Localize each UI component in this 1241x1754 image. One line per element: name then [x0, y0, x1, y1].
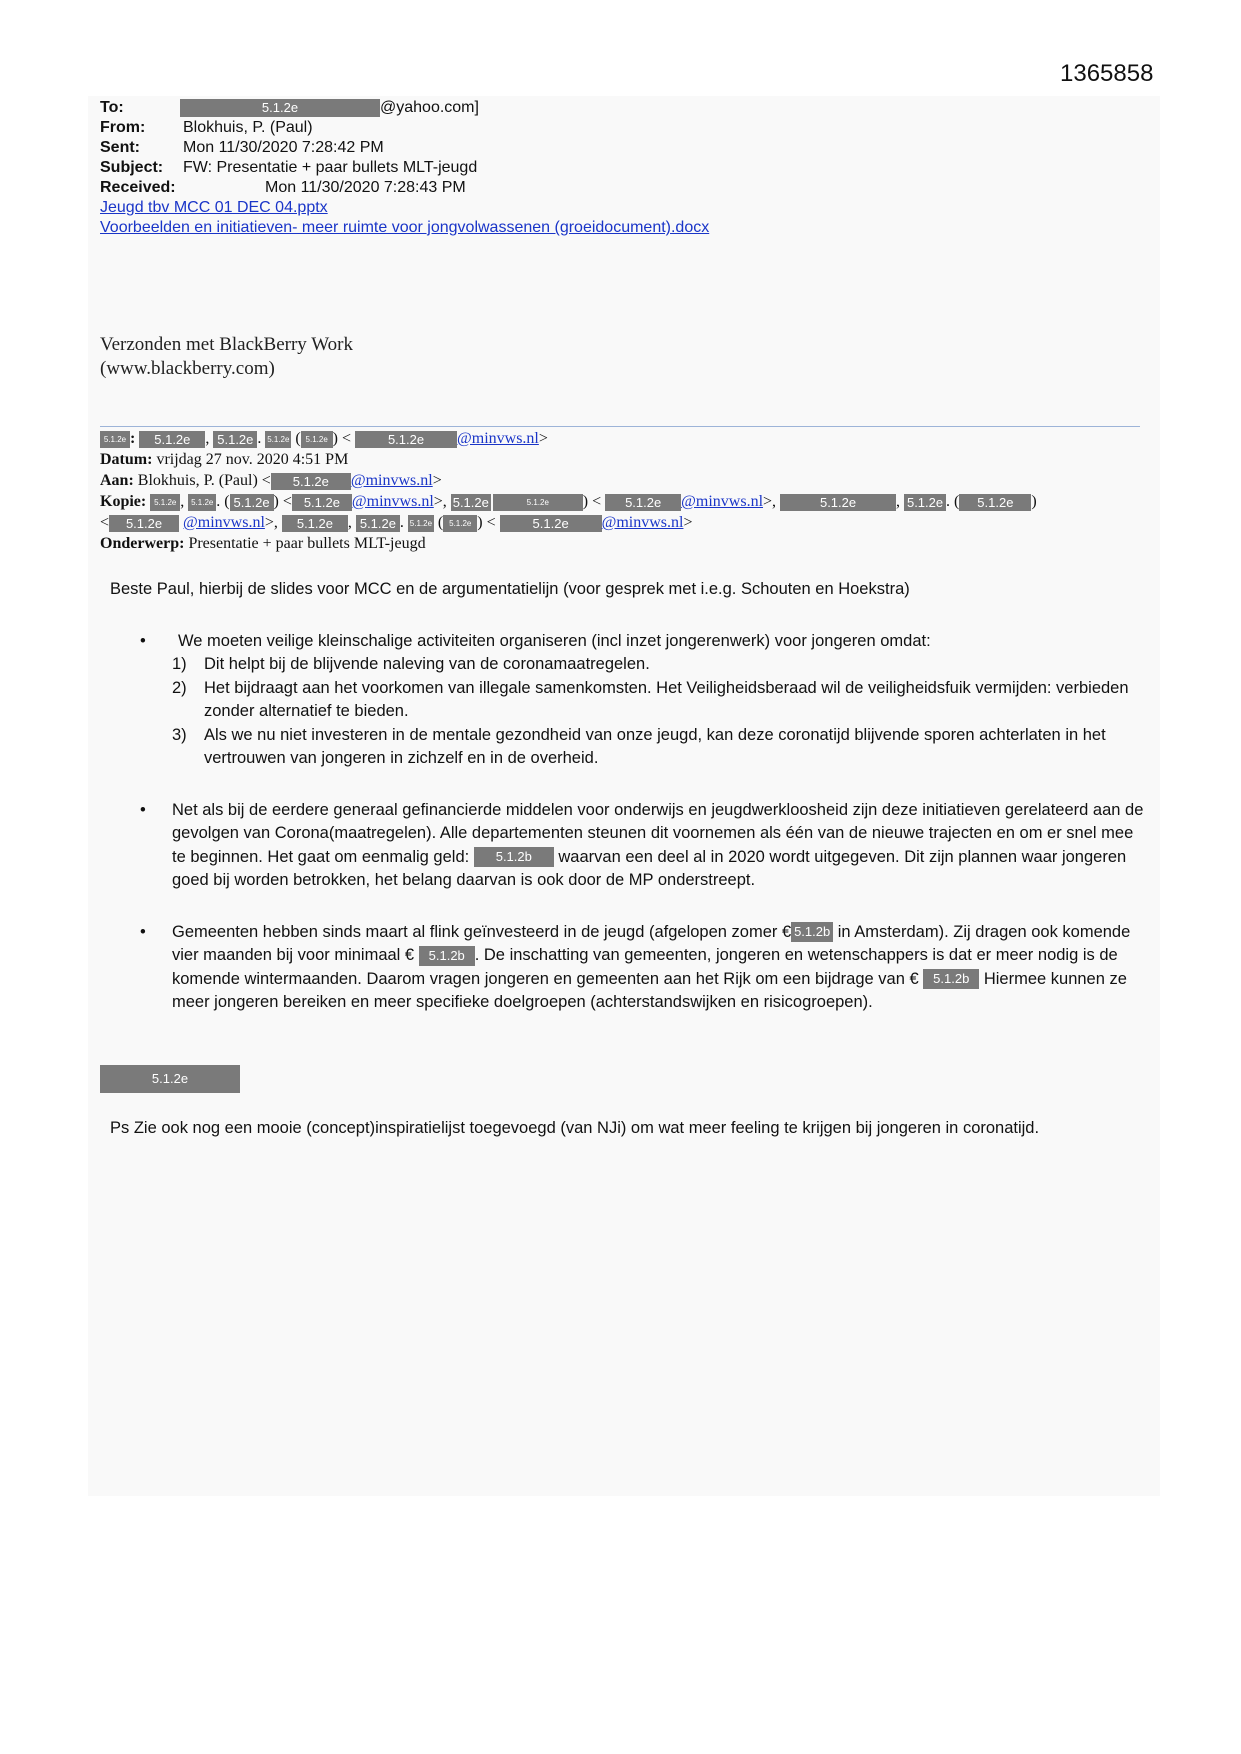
email-link[interactable]: @minvws.nl — [351, 493, 434, 510]
forward-date-row — [100, 449, 1037, 470]
sent-label: Sent: — [100, 139, 140, 156]
bullet-text-part: Gemeenten hebben sinds maart al flink geïnvesteerd in de jeugd (afgelopen zomer € — [172, 922, 792, 941]
postscript: Ps Zie ook nog een mooie (concept)inspiratielijst toegevoegd (van NJi) om wat meer feeling te krijgen bij jongeren in coronatijd. — [110, 1119, 1040, 1137]
bullet-text-part: Hiermee kunnen ze meer jongeren bereiken en meer specifieke doelgroepen (achterstandswijken en risicogroepen). — [172, 969, 1127, 1011]
header-subject-row — [100, 158, 709, 178]
redaction-box: 5.1.2e — [408, 515, 434, 532]
redaction-box: 5.1.2e — [230, 494, 274, 511]
onderwerp-value: Presentatie + paar bullets MLT-jeugd — [188, 535, 426, 552]
header-received-row — [100, 178, 709, 198]
subject-value: FW: Presentatie + paar bullets MLT-jeugd — [183, 159, 478, 176]
forward-from-row: 5.1.2e : 5.1.2e , 5.1.2e . 5.1.2e ( 5.1.2e ) < 5.1.2e @minvws.nl> — [100, 428, 1037, 449]
redaction-box: 5.1.2b — [419, 946, 475, 966]
redaction-box: 5.1.2e — [180, 99, 380, 117]
redaction-box: 5.1.2e — [605, 494, 681, 511]
bullet-text-part: Net als bij de eerdere generaal gefinancierde middelen voor onderwijs en jeugdwerkloosheid zijn deze initiatieven gerelateerd aan de gevolgen van Corona(maatregelen). Alle departementen steunen dit voornemen als één van de nieuwe trajecten en om er snel mee te beginnen. Het gaat om eenmalig geld: — [172, 800, 1144, 866]
email-link[interactable]: @minvws.nl — [601, 514, 684, 531]
sent-value: Mon 11/30/2020 7:28:42 PM — [183, 139, 384, 156]
bullet-item — [110, 799, 1150, 893]
bullet-text-part: in Amsterdam). Zij dragen ook komende vier maanden bij voor minimaal € — [172, 922, 1131, 964]
redaction-box: 5.1.2e — [188, 494, 216, 511]
email-link[interactable]: @minvws.nl — [681, 493, 764, 510]
forwarded-header — [100, 428, 1037, 554]
bullet-item — [110, 630, 1150, 771]
bullet-text — [172, 799, 1150, 893]
header-from-row — [100, 118, 709, 138]
bullet-text — [172, 921, 1150, 1015]
kopie-label: Kopie: — [100, 493, 147, 510]
redaction-box: 5.1.2e — [780, 494, 896, 511]
redaction-box: 5.1.2e — [443, 515, 477, 532]
received-label: Received: — [100, 179, 176, 196]
bullet-text-part: . De inschatting van gemeenten, jongeren en wetenschappers is dat er meer nodig is de komende wintermaanden. Daarom vragen jongeren en gemeenten aan het Rijk om een bijdrage van € — [172, 946, 1118, 988]
item-text: Het bijdraagt aan het voorkomen van illegale samenkomsten. Het Veiligheidsberaad wil de veiligheidsfuik vermijden: verbieden zonder alternatief te bieden. — [204, 678, 1129, 720]
bullet-icon: • — [140, 922, 146, 941]
redaction-box: 5.1.2e — [100, 431, 130, 448]
redaction-box: 5.1.2e — [500, 515, 602, 532]
email-link[interactable]: @minvws.nl — [457, 430, 539, 447]
redaction-box: 5.1.2e — [139, 431, 205, 448]
item-number: 3) — [172, 725, 187, 744]
email-header — [100, 98, 709, 238]
document-number: 1365858 — [1060, 60, 1154, 87]
bullet-item — [110, 921, 1150, 1015]
aan-value: Blokhuis, P. (Paul) < — [137, 472, 271, 489]
redaction-box: 5.1.2e — [493, 494, 583, 511]
greeting: Beste Paul, hierbij de slides voor MCC en de argumentatielijn (voor gesprek met i.e.g. Schouten en Hoekstra) — [110, 580, 910, 598]
numbered-item — [172, 653, 1150, 677]
header-sent-row — [100, 138, 709, 158]
redaction-box: 5.1.2e — [109, 515, 179, 532]
redaction-box: 5.1.2e — [301, 431, 333, 448]
redaction-box: 5.1.2e — [282, 515, 348, 532]
forward-to-row: Aan: Blokhuis, P. (Paul) < 5.1.2e @minvws.nl> — [100, 472, 442, 489]
redaction-box: 5.1.2e — [355, 431, 457, 448]
numbered-item — [172, 724, 1150, 771]
redaction-box: 5.1.2e — [150, 494, 180, 511]
item-text: Dit helpt bij de blijvende naleving van de coronamaatregelen. — [204, 655, 650, 673]
to-email-suffix: @yahoo.com] — [380, 99, 479, 116]
redaction-box: 5.1.2e — [265, 431, 291, 448]
datum-value: vrijdag 27 nov. 2020 4:51 PM — [156, 451, 349, 468]
bullet-text: We moeten veilige kleinschalige activiteiten organiseren (incl inzet jongerenwerk) voor jongeren omdat: — [178, 631, 931, 650]
numbered-item — [172, 677, 1150, 724]
item-text: Als we nu niet investeren in de mentale gezondheid van onze jeugd, kan deze coronatijd blijvende sporen achterlaten in het vertrouwen van jongeren in zichzelf en in de overheid. — [204, 725, 1106, 767]
header-to-row — [100, 98, 709, 118]
datum-label: Datum: — [100, 451, 153, 468]
attachment-link[interactable]: Jeugd tbv MCC 01 DEC 04.pptx — [100, 199, 328, 216]
subject-label: Subject: — [100, 159, 164, 176]
from-label: From: — [100, 119, 146, 136]
redaction-box: 5.1.2b — [923, 969, 979, 989]
bullet-icon: • — [140, 631, 146, 650]
redaction-box: 5.1.2b — [474, 847, 554, 867]
email-link[interactable]: @minvws.nl — [183, 514, 265, 531]
onderwerp-label: Onderwerp: — [100, 535, 185, 552]
redaction-box: 5.1.2e — [356, 515, 400, 532]
item-number: 2) — [172, 678, 187, 697]
message-body — [110, 578, 1150, 1015]
redaction-box: 5.1.2e — [452, 494, 489, 510]
divider — [100, 426, 1140, 427]
redaction-box: 5.1.2b — [791, 922, 833, 942]
redaction-box: 5.1.2e — [904, 494, 946, 511]
redaction-box: 5.1.2e — [213, 431, 257, 448]
redaction-box: 5.1.2e — [292, 494, 352, 511]
item-number: 1) — [172, 655, 187, 673]
attachment-link[interactable]: Voorbeelden en initiatieven- meer ruimte voor jongvolwassenen (groeidocument).docx — [100, 219, 710, 236]
forward-subject-row — [100, 533, 1037, 554]
bullet-icon: • — [140, 800, 146, 819]
blackberry-line: Verzonden met BlackBerry Work — [100, 334, 353, 355]
from-value: Blokhuis, P. (Paul) — [183, 119, 313, 136]
forward-cc-row: Kopie: 5.1.2e , 5.1.2e . ( 5.1.2e ) < 5.1.2e @minvws.nl>, 5.1.2e 5.1.2e ) < 5.1.2e @minvws.nl>, 5.1.2e , 5.1.2e . ( 5.1.2e ) — [100, 493, 1037, 510]
forward-cc-row-continued: < 5.1.2e @minvws.nl>, 5.1.2e , 5.1.2e . 5.1.2e ( 5.1.2e ) < 5.1.2e @minvws.nl> — [100, 514, 693, 531]
blackberry-signature — [100, 333, 353, 381]
redaction-box: 5.1.2e — [271, 473, 351, 490]
received-value: Mon 11/30/2020 7:28:43 PM — [265, 179, 466, 196]
email-link[interactable]: @minvws.nl — [350, 472, 433, 489]
bullet-text-part: waarvan een deel al in 2020 wordt uitgegeven. Dit zijn plannen waar jongeren goed bij worden betrokken, het belang daarvan is ook door de MP onderstreept. — [172, 847, 1127, 889]
aan-label: Aan: — [100, 472, 134, 489]
blackberry-url: (www.blackberry.com) — [100, 358, 275, 379]
sender-signature-redaction: 5.1.2e — [100, 1065, 240, 1093]
redaction-box: 5.1.2e — [959, 494, 1031, 511]
to-label: To: — [100, 99, 124, 116]
